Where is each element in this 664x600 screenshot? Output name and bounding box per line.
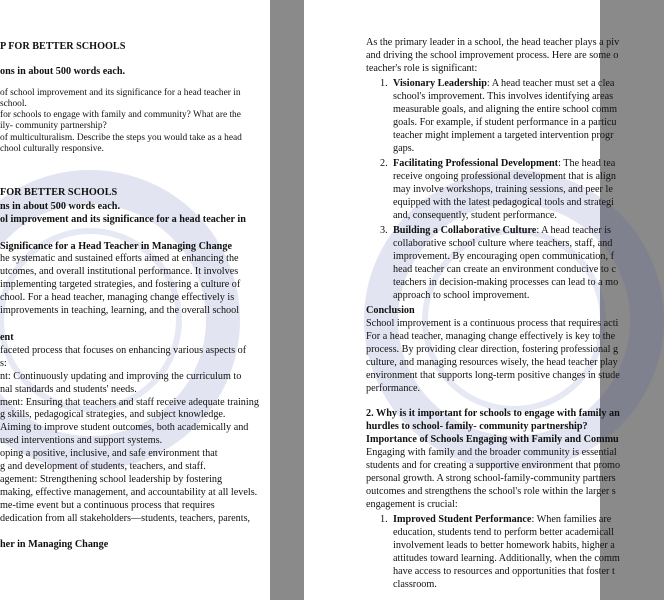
question-line: 2. Why is it important for schools to engage with family an [366, 408, 620, 419]
list-item-line: attitudes toward learning. Additionally, when the comm [393, 553, 620, 564]
question-line: hurdles to school- family- community partnership? [366, 421, 588, 432]
left-text-line: of multiculturalism. Describe the steps you would take as a head [0, 133, 242, 143]
left-text-line: ns in about 500 words each. [0, 201, 121, 212]
list-item-line: head teacher can create an environment conducive to c [393, 264, 616, 275]
list-item-line: goals. For example, if student performance in a particu [393, 117, 617, 128]
list-number: 2. [380, 158, 388, 169]
list-number: 1. [380, 514, 388, 525]
list-item-line: teachers in decision-making processes can lead to a mo [393, 277, 619, 288]
left-text-line: ent [0, 332, 14, 343]
list-item-title: Building a Collaborative Culture [393, 225, 537, 236]
left-text-line: Significance for a Head Teacher in Managing Change [0, 241, 232, 252]
left-text-line: used interventions and support systems. [0, 435, 163, 446]
conclusion-line: performance. [366, 383, 421, 394]
left-text-line: P FOR BETTER SCHOOLS [0, 41, 126, 52]
list-item-line: teacher might implement a targeted intervention progr [393, 130, 614, 141]
intro-line: and driving the school improvement process. Here are some o [366, 50, 619, 61]
left-text-line: school. [0, 99, 27, 109]
left-text-line: utcomes, and overall institutional performance. It involves [0, 266, 239, 277]
left-text-line: ons in about 500 words each. [0, 66, 126, 77]
left-text-line: me-time event but a continuous process that requires [0, 500, 215, 511]
list-item-line: : A head teacher must set a clea [486, 78, 615, 89]
left-text-line: agement: Strengthening school leadership by fostering [0, 474, 223, 485]
left-text-line: for schools to engage with family and community? What are the [0, 110, 241, 120]
list-item-title: Visionary Leadership [393, 78, 487, 89]
conclusion-line: culture, and managing resources wisely, the head teacher play [366, 357, 618, 368]
list-item-line: gaps. [393, 143, 415, 154]
list-item-line: : A head teacher is [536, 225, 611, 236]
left-text-line: her in Managing Change [0, 539, 109, 550]
left-text-line: improvements in teaching, learning, and the overall school [0, 305, 240, 316]
left-text-line: of school improvement and its significance for a head teacher in [0, 88, 241, 98]
importance-line: engagement is crucial: [366, 499, 458, 510]
left-text-line: making, effective management, and accountability at all levels. [0, 487, 258, 498]
importance-line: personal growth. A strong school-family-community partners [366, 473, 616, 484]
left-text-line: nt: Continuously updating and improving the curriculum to [0, 371, 242, 382]
list-item-line: may involve workshops, training sessions, and peer le [393, 184, 613, 195]
list-item-line: involvement leads to better homework habits, higher a [393, 540, 615, 551]
document-page-right [304, 0, 621, 600]
list-item-title: Improved Student Performance [393, 514, 532, 525]
list-item-line: and, consequently, student performance. [393, 210, 557, 221]
left-text-line: s: [0, 358, 7, 369]
left-text-line: ol improvement and its significance for a head teacher in [0, 214, 246, 225]
list-item-title: Facilitating Professional Development [393, 158, 559, 169]
left-text-line: ment: Ensuring that teachers and staff receive adequate training [0, 397, 259, 408]
document-page-left [0, 0, 270, 600]
list-item-line: measurable goals, and aligning the entire school comm [393, 104, 618, 115]
list-item-line: receive ongoing professional development that is align [393, 171, 616, 182]
importance-line: Engaging with family and the broader community is essential [366, 447, 617, 458]
left-text-line: faceted process that focuses on enhancing various aspects of [0, 345, 247, 356]
list-item-line: : When families are [531, 514, 612, 525]
left-text-line: chool. For a head teacher, managing change effectively is [0, 292, 235, 303]
list-item-line: equipped with the latest pedagogical tools and strategi [393, 197, 614, 208]
intro-line: As the primary leader in a school, the head teacher plays a piv [366, 37, 620, 48]
importance-heading: Importance of Schools Engaging with Family and Commu [366, 434, 619, 445]
list-item-line: improvement. By encouraging open communication, f [393, 251, 614, 262]
left-text-line: g skills, pedagogical strategies, and subject knowledge. [0, 409, 226, 420]
left-text-line: Aiming to improve student outcomes, both academically and [0, 422, 249, 433]
list-item-line: : The head tea [558, 158, 616, 169]
conclusion-line: environment that supports long-term positive changes in stude [366, 370, 620, 381]
left-text-line: FOR BETTER SCHOOLS [0, 187, 118, 198]
list-item-line: have access to resources and opportunities that foster t [393, 566, 615, 577]
left-text-line: g and development of students, teachers, and staff. [0, 461, 206, 472]
intro-line: teacher's role is significant: [366, 63, 478, 74]
importance-line: students and for creating a supportive environment that promo [366, 460, 621, 471]
importance-line: outcomes and strengthens the school's role within the larger s [366, 486, 616, 497]
list-number: 3. [380, 225, 388, 236]
conclusion-line: process. By providing clear direction, fostering professional g [366, 344, 619, 355]
list-item-line: approach to school improvement. [393, 290, 530, 301]
conclusion-line: School improvement is a continuous process that requires acti [366, 318, 619, 329]
left-text-line: chool culturally responsive. [0, 144, 104, 154]
list-item-line: classroom. [393, 579, 437, 590]
left-text-line: he systematic and sustained efforts aimed at enhancing the [0, 253, 239, 264]
list-item-line: collaborative school culture where teachers, staff, and [393, 238, 613, 249]
conclusion-heading: Conclusion [366, 305, 415, 316]
conclusion-line: For a head teacher, managing change effectively is key to the [366, 331, 616, 342]
left-text-line: ily- community partnership? [0, 121, 107, 131]
list-item-line: school's improvement. This involves identifying areas [393, 91, 614, 102]
list-item-line: education, students tend to perform better academicall [393, 527, 614, 538]
list-number: 1. [380, 78, 388, 89]
left-text-line: oping a positive, inclusive, and safe environment that [0, 448, 218, 459]
left-text-line: dedication from all stakeholders—students, teachers, parents, [0, 513, 251, 524]
left-text-line: nal standards and students' needs. [0, 384, 137, 395]
left-text-line: implementing targeted strategies, and fostering a culture of [0, 279, 241, 290]
